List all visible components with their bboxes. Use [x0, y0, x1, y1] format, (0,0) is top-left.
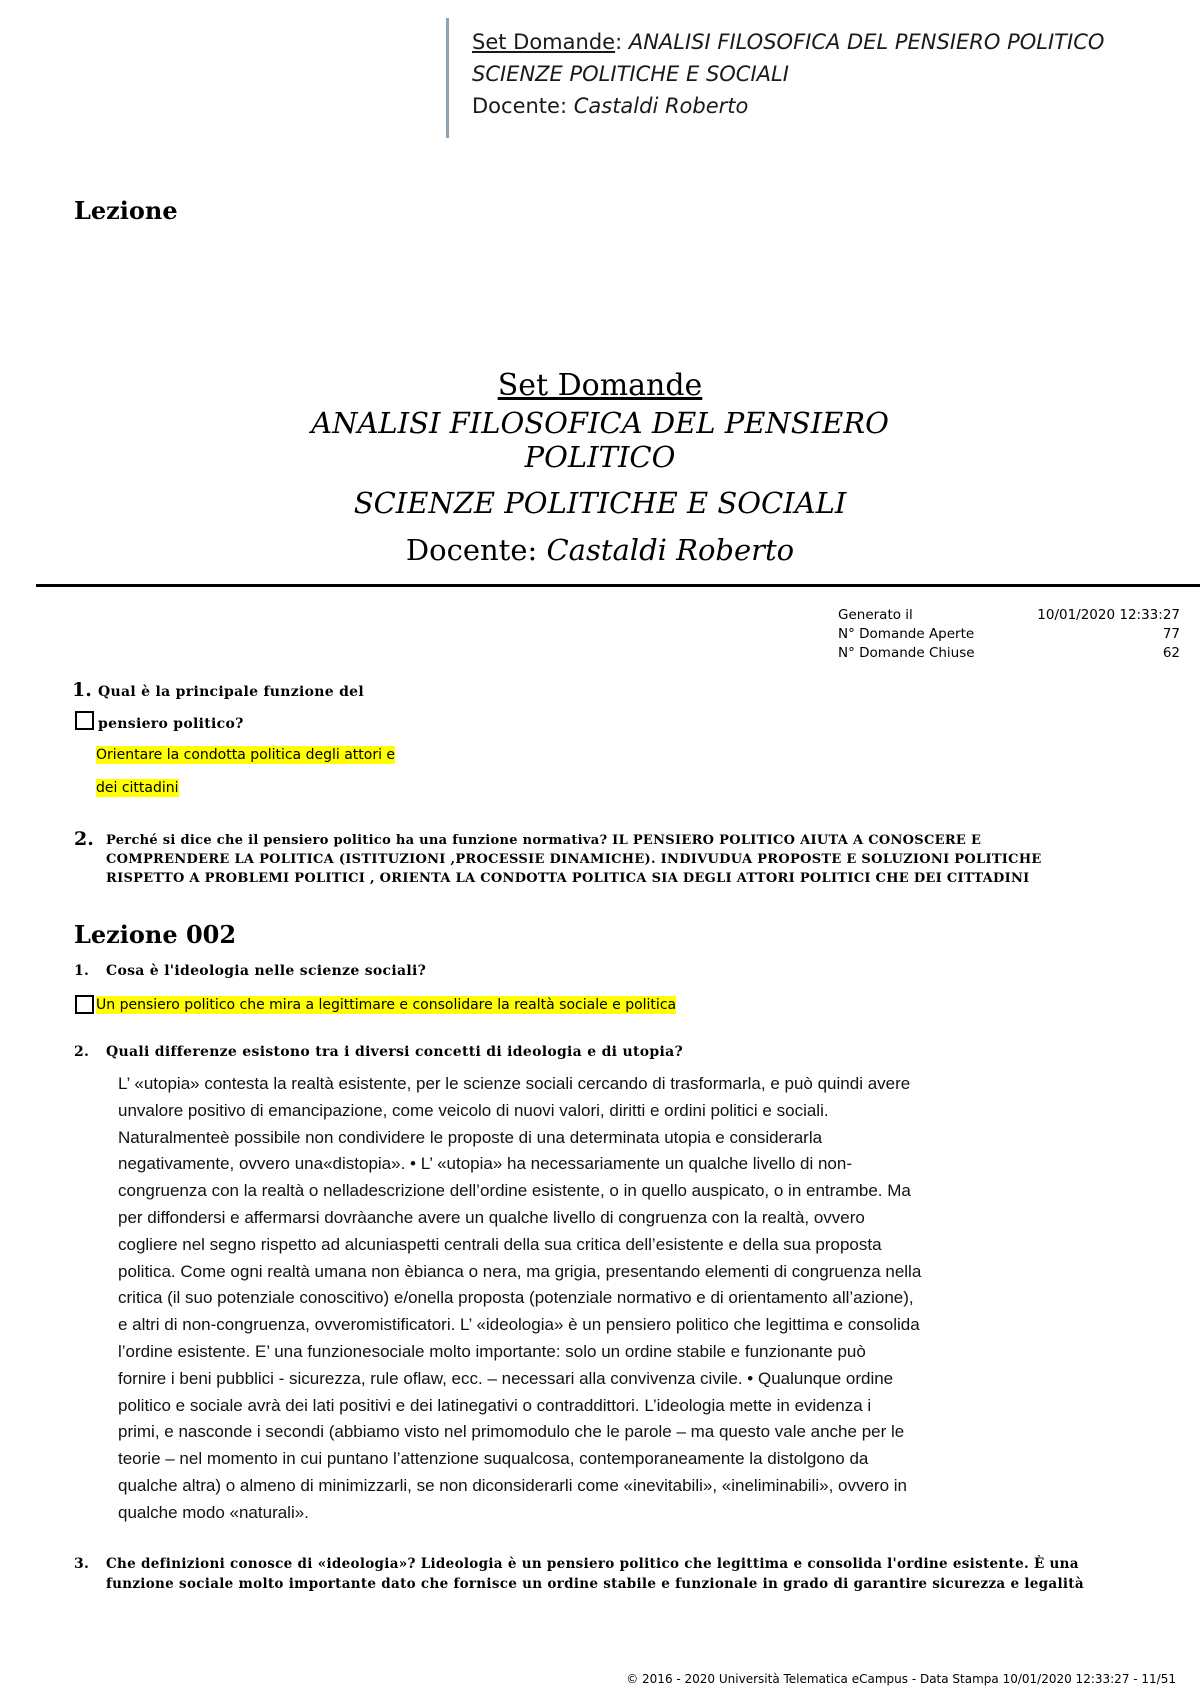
question-text-line2: COMPRENDERE LA POLITICA (ISTITUZIONI ,PROCESSIE DINAMICHE). INDIVUDUA PROPOSTE E SOLUZIONI POLITICHE	[106, 852, 1042, 867]
title-course-line2: POLITICO	[524, 440, 676, 474]
question-number: 2.	[74, 1044, 90, 1060]
highlighted-answer: Un pensiero politico che mira a legittimare e consolidare la realtà sociale e politica	[96, 997, 677, 1013]
title-divider	[36, 584, 1200, 587]
question-number: 2.	[74, 828, 94, 850]
header-course-title: ANALISI FILOSOFICA DEL PENSIERO POLITICO	[628, 30, 1105, 54]
open-answer-line: cogliere nel segno rispetto ad alcuniaspetti centrali della sua critica dell’esistente e della sua proposta	[118, 1234, 882, 1254]
header-set-label: Set Domande	[472, 30, 616, 54]
title-faculty: SCIENZE POLITICHE E SOCIALI	[353, 486, 847, 520]
question-text-line1: Perché si dice che il pensiero politico ha una funzione normativa? IL PENSIERO POLITICO AIUTA A CONOSCERE E	[106, 833, 982, 848]
question-text-line3: RISPETTO A PROBLEMI POLITICI , ORIENTA LA CONDOTTA POLITICA SIA DEGLI ATTORI POLITICI CHE DEI CITTADINI	[106, 871, 1030, 886]
header-teacher-line	[472, 90, 748, 122]
open-answer-line: critica (il suo potenziale conoscitivo) e/onella proposta (potenziale normativo e di orientamento all’azione),	[118, 1288, 914, 1308]
open-answer	[118, 1071, 1178, 1527]
header-divider	[446, 18, 449, 138]
open-answer-line: qualche altra) o almeno di minimizzarli, se non diconsiderarli come «inevitabili», «ineliminabili», ovvero in	[118, 1475, 907, 1495]
header-set-line	[472, 26, 1104, 58]
header-teacher-name: Castaldi Roberto	[573, 94, 749, 118]
answer-checkbox[interactable]	[75, 711, 94, 730]
lesson-heading: Lezione 002	[74, 920, 237, 949]
highlighted-answer-line1: Orientare la condotta politica degli attori e	[96, 747, 396, 763]
question-text-line1: Che definizioni conosce di «ideologia»? Lideologia è un pensiero politico che legittima e consolida l'ordine esistente. È una	[106, 1556, 1079, 1572]
open-answer-line: negativamente, ovvero una«distopia». • L’ «utopia» ha necessariamente un qualche livello di non-	[118, 1154, 852, 1174]
question-text: Cosa è l'ideologia nelle scienze sociali?	[106, 963, 427, 979]
question-text-line2: pensiero politico?	[98, 716, 244, 732]
question-text-line1: Qual è la principale funzione del	[98, 684, 365, 700]
title-teacher-name: Castaldi Roberto	[546, 533, 795, 567]
open-answer-line: e altri di non-congruenza, ovveromistificatori. L’ «ideologia» è un pensiero politico che legittima e consolida	[118, 1315, 920, 1335]
meta-closed-value: 62	[1162, 645, 1180, 661]
open-answer-line: Naturalmenteè possibile non condividere le proposte di una determinata utopia e considerarla	[118, 1127, 823, 1147]
meta-generated-value: 10/01/2020 12:33:27	[1037, 607, 1180, 623]
open-answer-line: l’ordine esistente. E’ una funzionesociale molto importante: solo un ordine stabile e funzionante può	[118, 1341, 866, 1361]
title-set-label: Set Domande	[497, 368, 703, 403]
open-answer-line: primi, e nasconde i secondi (abbiamo visto nel primomodulo che le parole – ma questo vale anche per le	[118, 1422, 905, 1442]
header-teacher-label: Docente:	[472, 94, 568, 118]
open-answer-line: per diffondersi e affermarsi dovràanche avere un qualche livello di congruenza con la realtà, ovvero	[118, 1207, 865, 1227]
open-answer-line: fornire i beni pubblici - sicurezza, rule oflaw, ecc. – necessari alla convivenza civile. • Qualunque ordine	[118, 1368, 894, 1388]
meta-closed-label: N° Domande Chiuse	[838, 645, 975, 661]
meta-generated-label: Generato il	[838, 607, 913, 623]
question-number: 1.	[72, 679, 92, 701]
answer-checkbox[interactable]	[75, 995, 94, 1014]
title-teacher	[0, 533, 1200, 567]
open-answer-line: teorie – nel momento in cui puntano l’attenzione suqualcosa, contemporaneamente la distolgono da	[118, 1449, 869, 1469]
open-answer-line: politica. Come ogni realtà umana non èbianca o nera, ma grigia, presentando elementi di congruenza nella	[118, 1261, 922, 1281]
header-faculty: SCIENZE POLITICHE E SOCIALI	[472, 62, 789, 86]
open-answer-line: qualche modo «naturali».	[118, 1502, 309, 1522]
question-text-line2: funzione sociale molto importante dato che fornisce un ordine stabile e funzionale in grado di garantire sicurezza e legalità	[106, 1576, 1084, 1592]
question-text: Quali differenze esistono tra i diversi concetti di ideologia e di utopia?	[106, 1044, 683, 1060]
open-answer-line: L’ «utopia» contesta la realtà esistente, per le scienze sociali cercando di trasformarla, e può quindi avere	[118, 1074, 911, 1093]
open-answer-line: politico e sociale avrà dei lati positivi e dei latinegativi o contraddittori. L’ideologia mette in evidenza i	[118, 1395, 872, 1415]
open-answer-line: unvalore positivo di emancipazione, come veicolo di nuovi valori, diritti e ordini politici e sociali.	[118, 1100, 829, 1120]
title-teacher-label: Docente:	[405, 533, 538, 567]
meta-open-value: 77	[1162, 626, 1180, 642]
question-number: 3.	[74, 1556, 90, 1572]
title-course-line1: ANALISI FILOSOFICA DEL PENSIERO	[311, 406, 889, 440]
page-footer: © 2016 - 2020 Università Telematica eCampus - Data Stampa 10/01/2020 12:33:27 - 11/51	[626, 1672, 1176, 1686]
header-colon: :	[615, 30, 623, 54]
question-number: 1.	[74, 963, 90, 979]
meta-open-label: N° Domande Aperte	[838, 626, 975, 642]
open-answer-line: congruenza con la realtà o nelladescrizione dell’ordine esistente, o in quello auspicato, o in entrambe. Ma	[118, 1181, 911, 1201]
lesson-heading: Lezione	[74, 196, 178, 225]
highlighted-answer-line2: dei cittadini	[96, 780, 179, 796]
